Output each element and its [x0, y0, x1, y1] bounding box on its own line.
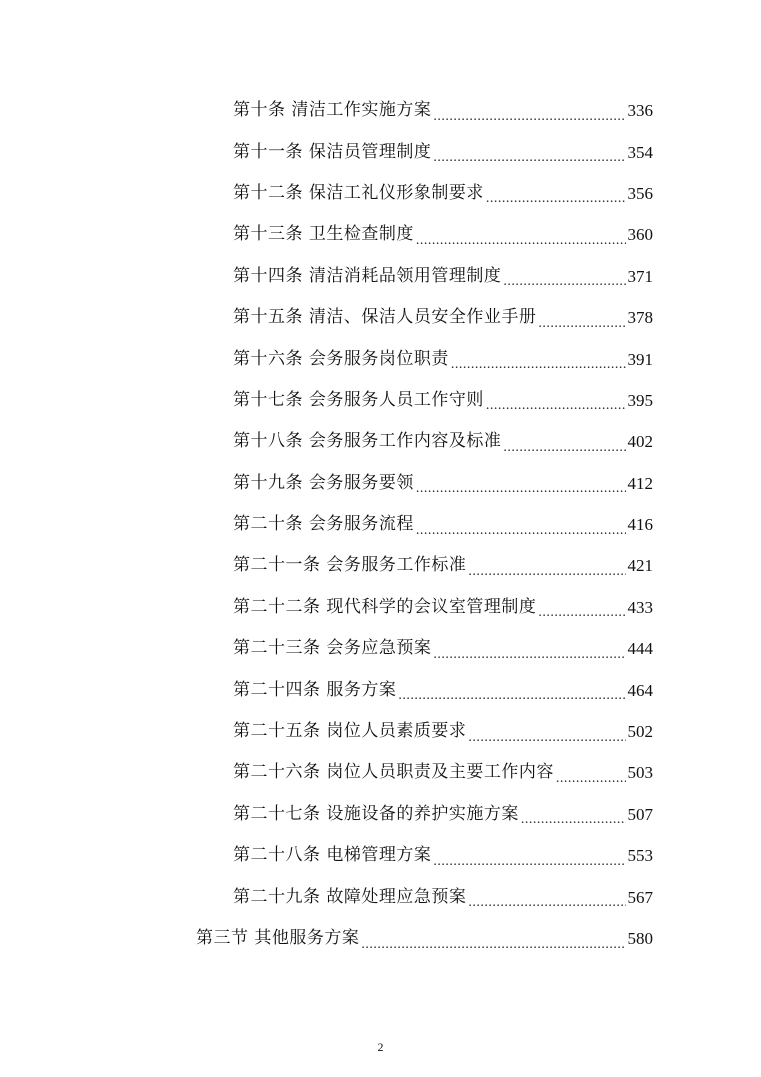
dot-leader — [433, 151, 625, 163]
dot-leader — [433, 855, 625, 867]
toc-entry[interactable] — [233, 297, 653, 338]
dot-leader — [416, 234, 626, 246]
page-number: 2 — [377, 1040, 384, 1054]
toc-entry-title: 第十二条 保洁工礼仪形象制要求 — [233, 182, 484, 203]
toc-entry[interactable] — [233, 214, 653, 255]
dot-leader — [468, 731, 625, 743]
toc-entry-title: 第十八条 会务服务工作内容及标准 — [233, 431, 502, 452]
toc-entry-title: 第二十八条 电梯管理方案 — [233, 845, 432, 866]
table-of-contents — [0, 90, 761, 959]
toc-entry-title: 第十四条 清洁消耗品领用管理制度 — [233, 265, 502, 286]
toc-entry-title: 第二十一条 会务服务工作标准 — [233, 555, 467, 576]
toc-entry-page: 412 — [627, 473, 653, 493]
dot-leader — [361, 938, 625, 950]
toc-entry-title: 第二十五条 岗位人员素质要求 — [233, 721, 467, 742]
dot-leader — [416, 524, 626, 536]
toc-entry[interactable] — [233, 504, 653, 545]
toc-entry-title: 第二十条 会务服务流程 — [233, 514, 414, 535]
toc-entry-page: 354 — [627, 142, 653, 162]
dot-leader — [538, 606, 625, 618]
dot-leader — [538, 317, 625, 329]
toc-entry-page: 464 — [627, 680, 653, 700]
toc-entry[interactable] — [233, 173, 653, 214]
dot-leader — [468, 565, 625, 577]
toc-entry[interactable] — [233, 131, 653, 172]
toc-entry-title: 第十三条 卫生检查制度 — [233, 224, 414, 245]
toc-entry-title: 第三节 其他服务方案 — [196, 928, 360, 948]
toc-entry-page: 433 — [627, 597, 653, 617]
toc-entry-page: 444 — [627, 639, 653, 659]
dot-leader — [416, 482, 626, 494]
toc-entry-title: 第十条 清洁工作实施方案 — [233, 100, 432, 121]
dot-leader — [398, 689, 625, 701]
toc-entry-page: 378 — [627, 308, 653, 328]
dot-leader — [556, 772, 626, 784]
toc-entry[interactable] — [233, 794, 653, 835]
dot-leader — [433, 648, 625, 660]
toc-entry-page: 507 — [627, 804, 653, 824]
dot-leader — [521, 813, 626, 825]
toc-entry-page: 567 — [627, 887, 653, 907]
toc-entry[interactable] — [233, 835, 653, 876]
dot-leader — [468, 896, 625, 908]
toc-entry-page: 553 — [627, 846, 653, 866]
dot-leader — [433, 110, 625, 122]
dot-leader — [503, 441, 625, 453]
dot-leader — [503, 275, 625, 287]
toc-entry-page: 416 — [627, 515, 653, 535]
toc-entry[interactable] — [233, 338, 653, 379]
toc-entry-page: 360 — [627, 225, 653, 245]
toc-entry[interactable] — [233, 711, 653, 752]
toc-entry-page: 402 — [627, 432, 653, 452]
toc-entry[interactable] — [233, 421, 653, 462]
toc-entry[interactable] — [233, 256, 653, 297]
toc-entry-title: 第二十三条 会务应急预案 — [233, 638, 432, 659]
toc-entry[interactable] — [233, 463, 653, 504]
dot-leader — [486, 192, 626, 204]
toc-entry-title: 第十九条 会务服务要领 — [233, 472, 414, 493]
toc-entry[interactable] — [233, 545, 653, 586]
toc-entry-page: 395 — [627, 390, 653, 410]
toc-entry-page: 580 — [627, 929, 653, 948]
toc-entry-title: 第十七条 会务服务人员工作守则 — [233, 389, 484, 410]
toc-entry[interactable] — [233, 876, 653, 917]
toc-entry-page: 371 — [627, 266, 653, 286]
toc-entry-page: 356 — [627, 183, 653, 203]
toc-entry-page: 421 — [627, 556, 653, 576]
toc-entry-title: 第二十七条 设施设备的养护实施方案 — [233, 803, 519, 824]
dot-leader — [451, 358, 626, 370]
toc-entry-title: 第十六条 会务服务岗位职责 — [233, 348, 449, 369]
toc-entry[interactable] — [233, 90, 653, 131]
toc-entry-page: 502 — [627, 722, 653, 742]
toc-entry-page: 336 — [627, 101, 653, 121]
toc-entry-title: 第十一条 保洁员管理制度 — [233, 141, 432, 162]
toc-entry[interactable] — [233, 752, 653, 793]
toc-entry-title: 第二十四条 服务方案 — [233, 679, 397, 700]
toc-entry-title: 第二十二条 现代科学的会议室管理制度 — [233, 596, 537, 617]
toc-entry-title: 第二十九条 故障处理应急预案 — [233, 886, 467, 907]
toc-entry[interactable] — [233, 628, 653, 669]
toc-entry[interactable] — [233, 380, 653, 421]
toc-entry-page: 503 — [627, 763, 653, 783]
toc-entry-page: 391 — [627, 349, 653, 369]
toc-entry[interactable] — [233, 669, 653, 710]
toc-entry[interactable] — [233, 587, 653, 628]
toc-entry-title: 第二十六条 岗位人员职责及主要工作内容 — [233, 762, 554, 783]
dot-leader — [486, 399, 626, 411]
toc-entry[interactable] — [196, 918, 653, 959]
toc-entry-title: 第十五条 清洁、保洁人员安全作业手册 — [233, 307, 537, 328]
